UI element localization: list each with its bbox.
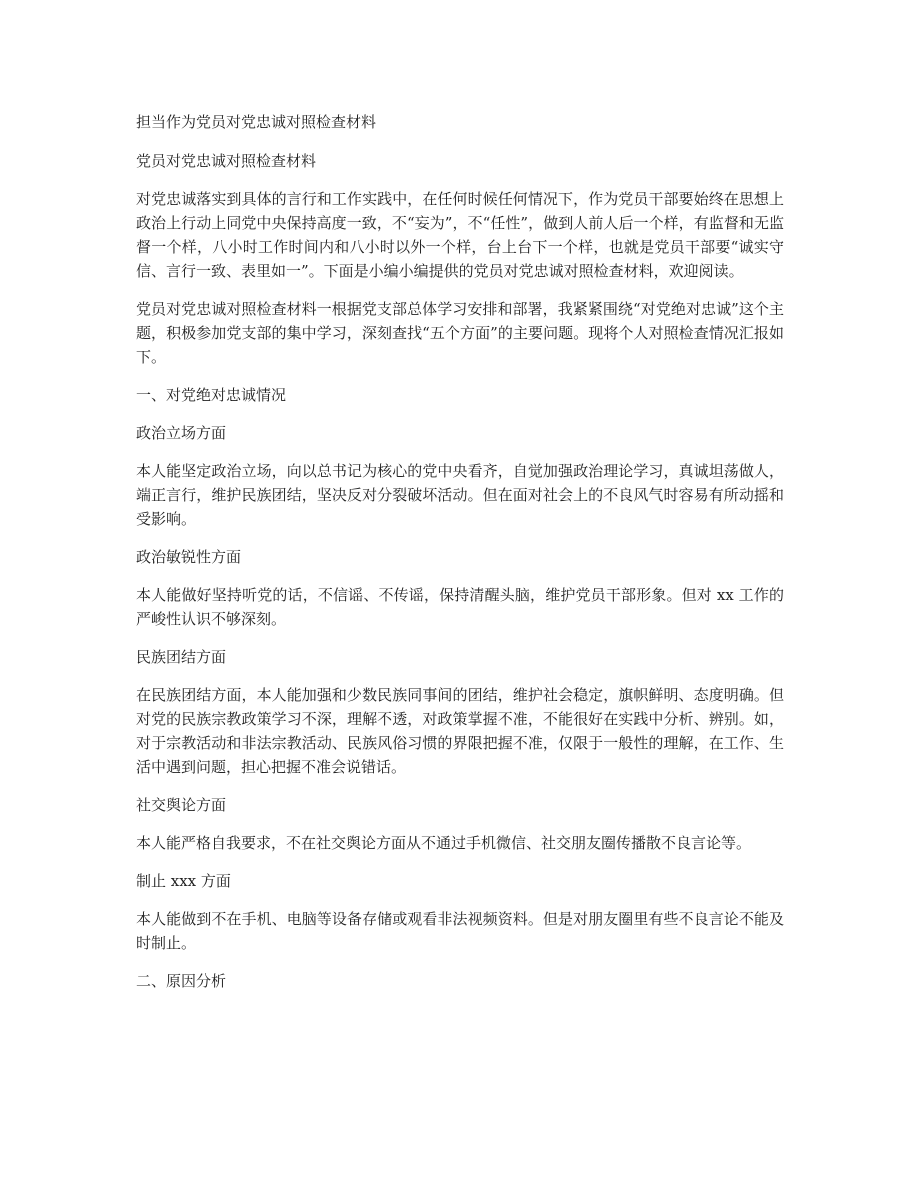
intro-paragraph: 对党忠诚落实到具体的言行和工作实践中，在任何时候任何情况下，作为党员干部要始终在思想上政治上行动上同党中央保持高度一致，不“妄为”，不“任性”，做到人前人后一个样，有监督和无监督一个样，八小时工作时间内和八小时以外一个样，台上台下一个样，也就是党员干部要“诚实守信、言行一致、表里如一”。下面是小编小编提供的党员对党忠诚对照检查材料，欢迎阅读。: [136, 190, 784, 280]
document-title: 担当作为党员对党忠诚对照检查材料: [136, 113, 377, 131]
subheading-social-opinion: 社交舆论方面: [136, 796, 227, 814]
section-heading-cause-analysis: 二、原因分析: [136, 972, 227, 990]
document-subtitle: 党员对党忠诚对照检查材料: [136, 152, 317, 170]
opening-paragraph: 党员对党忠诚对照检查材料一根据党支部总体学习安排和部署，我紧紧围绕“对党绝对忠诚”这个主题，积极参加党支部的集中学习，深刻查找“五个方面”的主要问题。现将个人对照检查情况汇报如下。: [136, 300, 784, 366]
subheading-stop-xxx: 制止 xxx 方面: [136, 872, 231, 890]
subheading-political-sensitivity: 政治敏锐性方面: [136, 548, 242, 566]
paragraph-social-opinion: 本人能严格自我要求，不在社交舆论方面从不通过手机微信、社交朋友圈传播散不良言论等。: [136, 834, 752, 852]
paragraph-ethnic-unity: 在民族团结方面，本人能加强和少数民族同事间的团结，维护社会稳定，旗帜鲜明、态度明确。但对党的民族宗教政策学习不深，理解不透，对政策掌握不准，不能很好在实践中分析、辨别。如，对于宗教活动和非法宗教活动、民族风俗习惯的界限把握不准，仅限于一般性的理解，在工作、生活中遇到问题，担心把握不准会说错话。: [136, 686, 784, 776]
paragraph-stop-xxx: 本人能做到不在手机、电脑等设备存储或观看非法视频资料。但是对朋友圈里有些不良言论不能及时制止。: [136, 910, 784, 952]
section-heading-loyalty: 一、对党绝对忠诚情况: [136, 386, 287, 404]
subheading-political-stance: 政治立场方面: [136, 424, 227, 442]
subheading-ethnic-unity: 民族团结方面: [136, 648, 227, 666]
paragraph-political-stance: 本人能坚定政治立场，向以总书记为核心的党中央看齐，自觉加强政治理论学习，真诚坦荡做人，端正言行，维护民族团结，坚决反对分裂破坏活动。但在面对社会上的不良风气时容易有所动摇和受影响。: [136, 462, 784, 528]
paragraph-political-sensitivity: 本人能做好坚持听党的话，不信谣、不传谣，保持清醒头脑，维护党员干部形象。但对 xx 工作的严峻性认识不够深刻。: [136, 586, 784, 628]
